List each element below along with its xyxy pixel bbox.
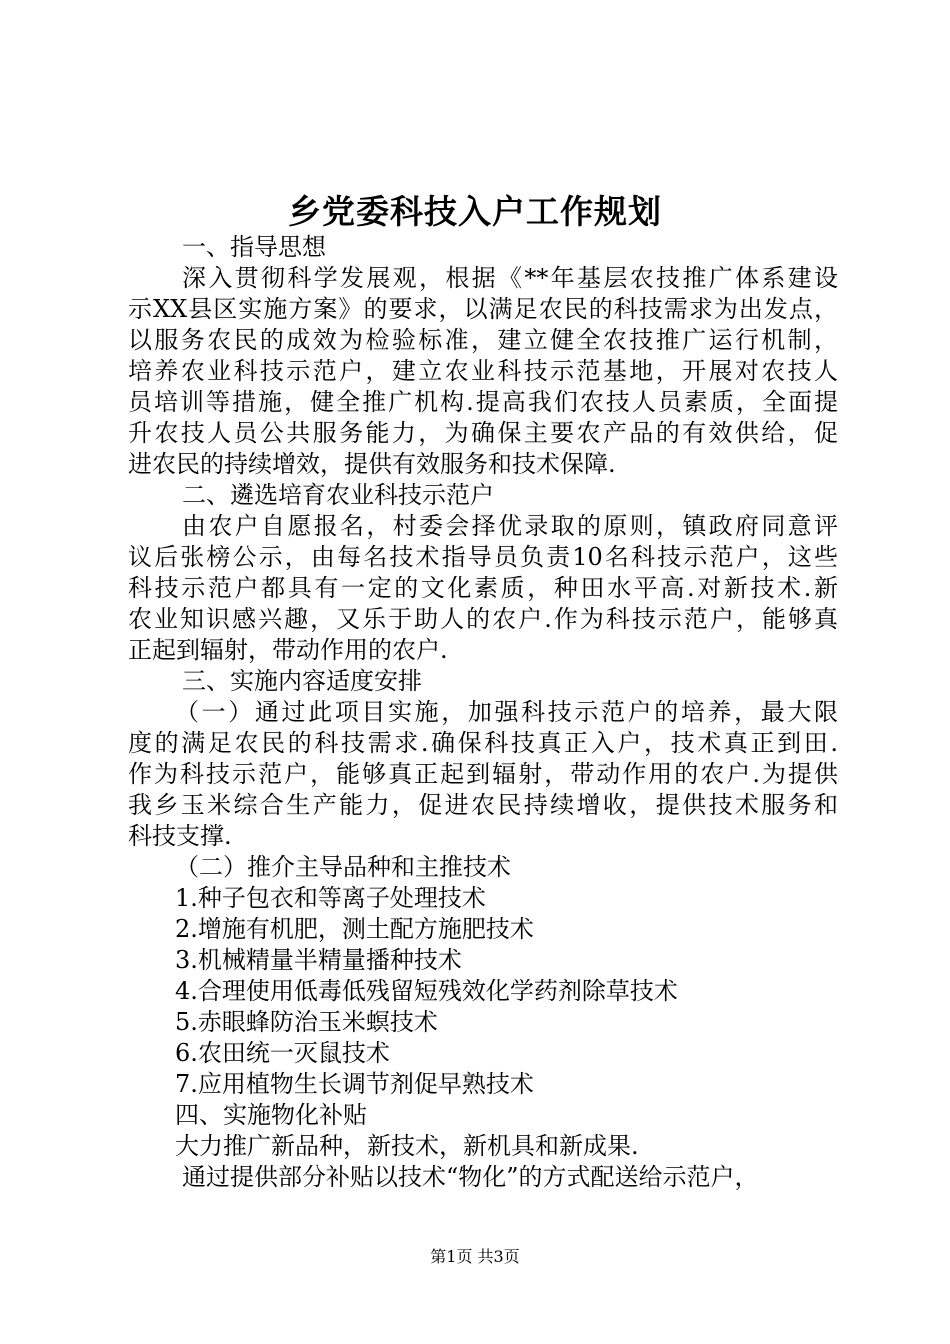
paragraph-line: 科技示范户都具有一定的文化素质，种田水平高.对新技术.新	[128, 574, 838, 602]
list-item: 3.机械精量半精量播种技术	[175, 946, 462, 974]
paragraph-line: 度的满足农民的科技需求.确保科技真正入户，技术真正到田.	[128, 729, 838, 757]
list-item: 2.增施有机肥，测土配方施肥技术	[175, 915, 534, 943]
section-heading-1: 一、指导思想	[182, 233, 326, 261]
list-item: 6.农田统一灭鼠技术	[175, 1039, 390, 1067]
paragraph-line: 作为科技示范户，能够真正起到辐射，带动作用的农户.为提供	[128, 760, 838, 788]
paragraph-line: 由农户自愿报名，村委会择优录取的原则，镇政府同意评	[182, 512, 838, 540]
paragraph-line: 大力推广新品种，新技术，新机具和新成果.	[175, 1132, 639, 1160]
paragraph-line: 正起到辐射，带动作用的农户.	[128, 636, 448, 664]
page-footer: 第1页 共3页	[430, 1247, 520, 1266]
section-heading-3: 三、实施内容适度安排	[182, 667, 422, 695]
list-item: 1.种子包衣和等离子处理技术	[175, 884, 486, 912]
paragraph-line: 科技支撑.	[128, 822, 232, 850]
paragraph-line: 进农民的持续增效，提供有效服务和技术保障.	[128, 450, 616, 478]
paragraph-line: 升农技人员公共服务能力，为确保主要农产品的有效供给，促	[128, 419, 838, 447]
list-item: 7.应用植物生长调节剂促早熟技术	[175, 1070, 534, 1098]
section-heading-2: 二、遴选培育农业科技示范户	[182, 481, 494, 509]
list-item: 5.赤眼蜂防治玉米螟技术	[175, 1008, 438, 1036]
paragraph-line: 示XX县区实施方案》的要求，以满足农民的科技需求为出发点，	[128, 295, 838, 323]
section-heading-4: 四、实施物化补贴	[175, 1101, 367, 1129]
document-title: 乡党委科技入户工作规划	[288, 192, 662, 231]
paragraph-line: 农业知识感兴趣，又乐于助人的农户.作为科技示范户，能够真	[128, 605, 838, 633]
paragraph-line: 议后张榜公示，由每名技术指导员负责10名科技示范户，这些	[128, 543, 838, 571]
paragraph-line: （一）通过此项目实施，加强科技示范户的培养，最大限	[175, 698, 838, 726]
paragraph-line: 深入贯彻科学发展观，根据《**年基层农技推广体系建设	[182, 264, 838, 292]
paragraph-line: 通过提供部分补贴以技术“物化”的方式配送给示范户，	[182, 1163, 759, 1191]
paragraph-line: 员培训等措施，健全推广机构.提高我们农技人员素质，全面提	[128, 388, 838, 416]
subsection-heading: （二）推介主导品种和主推技术	[175, 853, 511, 881]
paragraph-line: 培养农业科技示范户，建立农业科技示范基地，开展对农技人	[128, 357, 838, 385]
list-item: 4.合理使用低毒低残留短残效化学药剂除草技术	[175, 977, 678, 1005]
paragraph-line: 我乡玉米综合生产能力，促进农民持续增收，提供技术服务和	[128, 791, 838, 819]
paragraph-line: 以服务农民的成效为检验标准，建立健全农技推广运行机制，	[128, 326, 838, 354]
